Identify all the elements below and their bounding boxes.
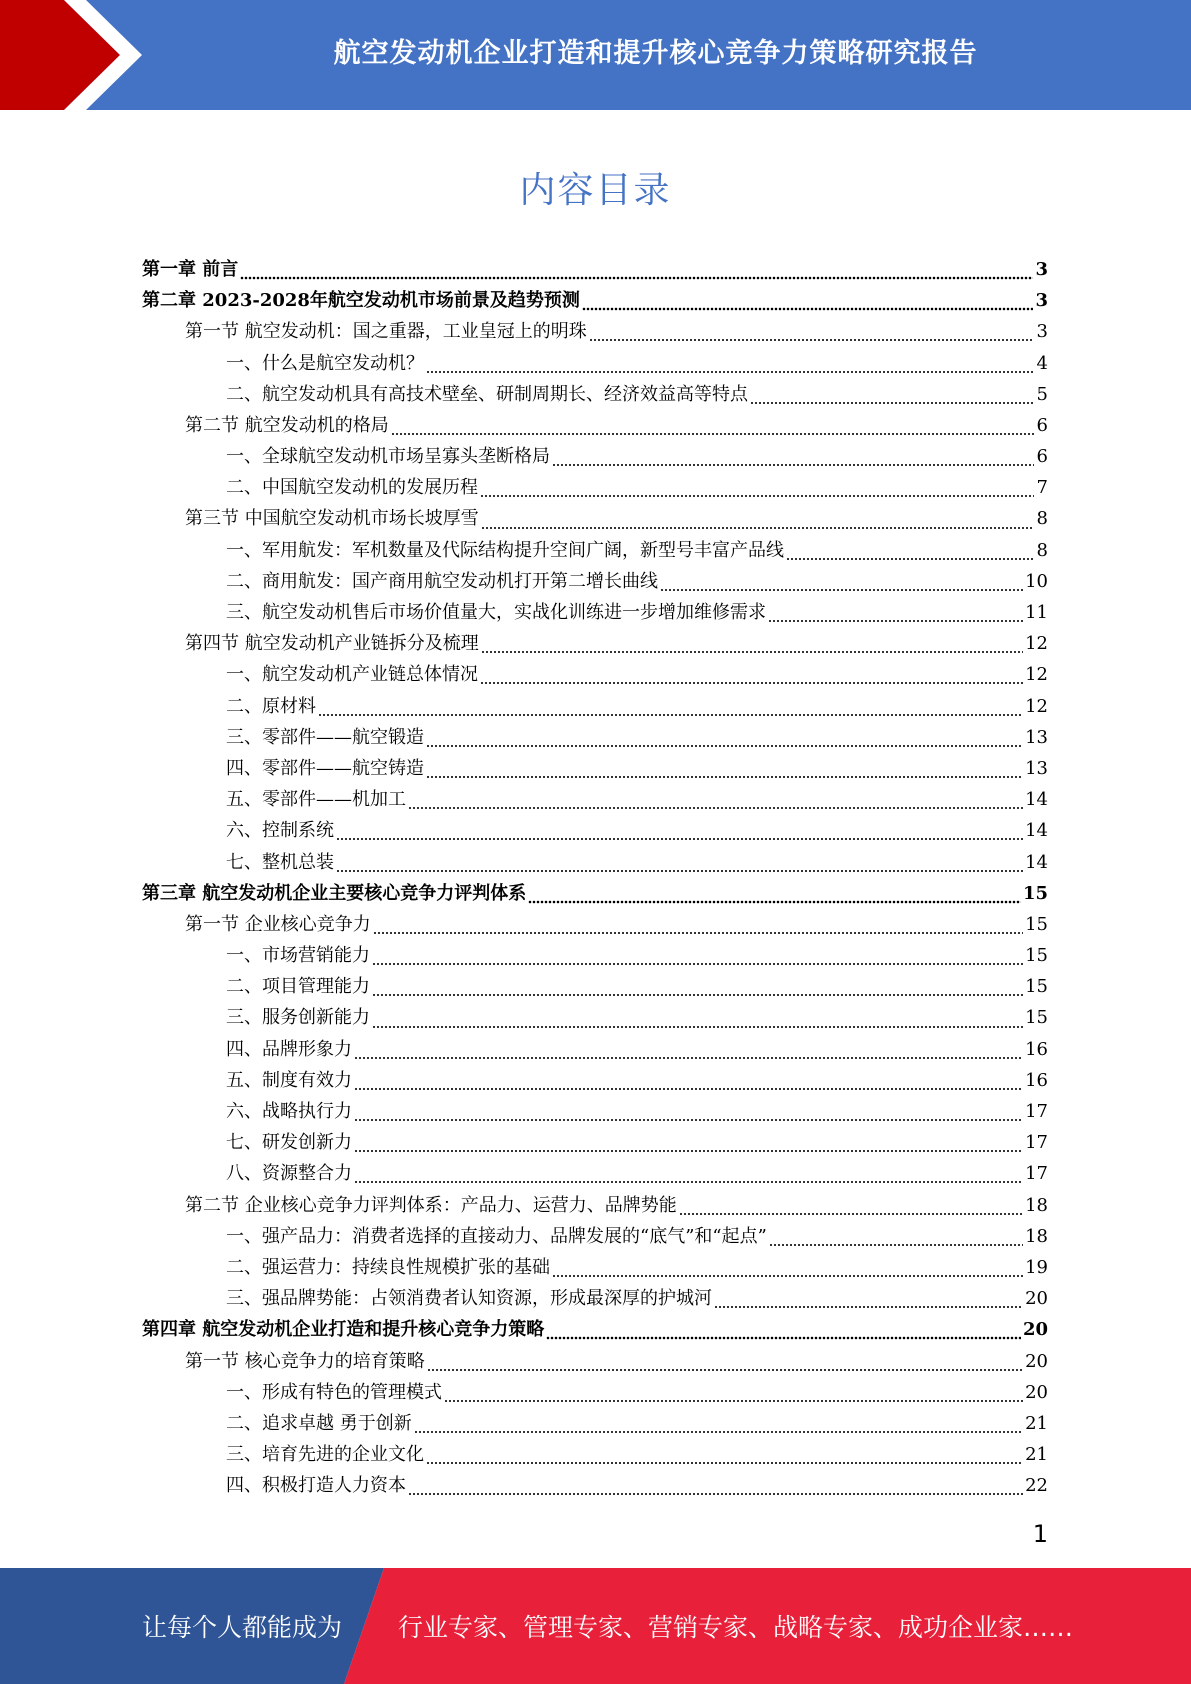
dot-leader [372, 971, 1023, 1002]
toc-entry-label: 四、品牌形象力 [226, 1038, 352, 1060]
toc-entry[interactable] [142, 628, 1048, 659]
toc-entry-label: 三、零部件——航空锻造 [226, 726, 424, 748]
dot-leader [660, 566, 1023, 597]
toc-entry-label: 第二节 企业核心竞争力评判体系：产品力、运营力、品牌势能 [185, 1194, 677, 1216]
dot-leader [679, 1190, 1023, 1221]
toc-entry[interactable] [142, 441, 1048, 472]
toc-entry-label: 二、追求卓越 勇于创新 [226, 1412, 412, 1434]
dot-leader [552, 441, 1034, 472]
dot-leader [750, 379, 1034, 410]
page-number: 1 [1032, 1520, 1048, 1548]
toc-entry-label: 二、商用航发：国产商用航空发动机打开第二增长曲线 [226, 570, 658, 592]
toc-entry-page: 5 [1036, 383, 1048, 405]
dot-leader [354, 1158, 1023, 1189]
toc-entry-label: 六、战略执行力 [226, 1101, 352, 1123]
toc-entry-label: 二、项目管理能力 [226, 976, 370, 998]
dot-leader [354, 1127, 1023, 1158]
toc-entry-label: 第二章 2023-2028年航空发动机市场前景及趋势预测 [142, 290, 580, 312]
toc-entry-page: 20 [1022, 1319, 1048, 1341]
toc-entry-label: 第二节 航空发动机的格局 [185, 414, 389, 436]
toc-entry[interactable] [142, 535, 1048, 566]
dot-leader [768, 597, 1023, 628]
toc-entry-label: 一、什么是航空发动机？ [226, 352, 424, 374]
toc-entry-label: 第一节 航空发动机：国之重器，工业皇冠上的明珠 [185, 321, 587, 343]
toc-entry-page: 16 [1025, 1069, 1048, 1091]
toc-entry-page: 12 [1025, 695, 1048, 717]
toc-entry[interactable] [142, 722, 1048, 753]
toc-entry-label: 二、中国航空发动机的发展历程 [226, 477, 478, 499]
toc-heading: 内容目录 [519, 170, 672, 211]
toc-entry[interactable] [142, 1221, 1048, 1252]
toc-entry-page: 12 [1025, 664, 1048, 686]
toc-entry-page: 14 [1025, 851, 1048, 873]
toc-entry-label: 二、航空发动机具有高技术壁垒、研制周期长、经济效益高等特点 [226, 383, 748, 405]
toc-entry-label: 一、市场营销能力 [226, 945, 370, 967]
dot-leader [240, 254, 1033, 285]
toc-entry-page: 22 [1025, 1475, 1048, 1497]
toc-entry-page: 4 [1036, 352, 1048, 374]
toc-entry-page: 15 [1025, 1007, 1048, 1029]
toc-entry-label: 第四章 航空发动机企业打造和提升核心竞争力策略 [142, 1319, 545, 1341]
toc-entry[interactable] [142, 1314, 1048, 1345]
toc-entry-label: 第四节 航空发动机产业链拆分及梳理 [185, 633, 479, 655]
toc-entry[interactable] [142, 971, 1048, 1002]
dot-leader [427, 1346, 1023, 1377]
toc-entry-page: 20 [1025, 1350, 1048, 1372]
toc-entry[interactable] [142, 348, 1048, 379]
dot-leader [481, 504, 1034, 535]
toc-entry[interactable] [142, 1346, 1048, 1377]
toc-entry-page: 8 [1036, 539, 1048, 561]
toc-entry[interactable] [142, 254, 1048, 285]
toc-entry-page: 8 [1036, 508, 1048, 530]
toc-entry-label: 二、原材料 [226, 695, 316, 717]
toc-entry-page: 3 [1036, 321, 1048, 343]
toc-entry[interactable] [142, 940, 1048, 971]
toc-entry-label: 二、强运营力：持续良性规模扩张的基础 [226, 1256, 550, 1278]
dot-leader [354, 1065, 1023, 1096]
toc-entry-label: 一、形成有特色的管理模式 [226, 1381, 442, 1403]
toc-entry-label: 三、培育先进的企业文化 [226, 1444, 424, 1466]
toc-entry[interactable] [142, 691, 1048, 722]
toc-entry-page: 17 [1025, 1163, 1048, 1185]
toc-entry[interactable] [142, 847, 1048, 878]
toc-entry-label: 四、积极打造人力资本 [226, 1475, 406, 1497]
toc-entry[interactable] [142, 410, 1048, 441]
toc-entry[interactable] [142, 753, 1048, 784]
report-title: 航空发动机企业打造和提升核心竞争力策略研究报告 [333, 37, 978, 69]
dot-leader [528, 878, 1021, 909]
toc-entry-page: 18 [1025, 1194, 1048, 1216]
toc-entry-page: 15 [1025, 976, 1048, 998]
toc-entry-label: 一、航空发动机产业链总体情况 [226, 664, 478, 686]
dot-leader [408, 784, 1023, 815]
toc-entry[interactable] [142, 1096, 1048, 1127]
toc-entry[interactable] [142, 909, 1048, 940]
toc-entry-page: 13 [1025, 726, 1048, 748]
toc-entry-page: 17 [1025, 1101, 1048, 1123]
dot-leader [354, 1096, 1023, 1127]
toc-entry[interactable] [142, 1377, 1048, 1408]
toc-entry[interactable] [142, 472, 1048, 503]
dot-leader [426, 1439, 1023, 1470]
toc-entry-page: 10 [1025, 570, 1048, 592]
toc-entry-label: 七、研发创新力 [226, 1132, 352, 1154]
toc-entry[interactable] [142, 878, 1048, 909]
toc-entry-label: 一、军用航发：军机数量及代际结构提升空间广阔，新型号丰富产品线 [226, 539, 784, 561]
dot-leader [481, 628, 1023, 659]
toc-entry[interactable] [142, 784, 1048, 815]
toc-entry-label: 六、控制系统 [226, 820, 334, 842]
toc-entry-page: 12 [1025, 633, 1048, 655]
dot-leader [786, 535, 1034, 566]
toc-entry[interactable] [142, 1127, 1048, 1158]
toc-entry-label: 第一节 核心竞争力的培育策略 [185, 1350, 425, 1372]
toc-entry-page: 11 [1025, 602, 1048, 624]
toc-entry-label: 一、强产品力：消费者选择的直接动力、品牌发展的“底气”和“起点” [226, 1225, 767, 1247]
toc-entry-label: 一、全球航空发动机市场呈寡头垄断格局 [226, 446, 550, 468]
dot-leader [408, 1470, 1023, 1501]
footer-slogan-left: 让每个人都能成为 [142, 1613, 343, 1642]
toc-entry[interactable] [142, 1252, 1048, 1283]
toc-entry-page: 6 [1036, 414, 1048, 436]
toc-entry-page: 3 [1035, 290, 1048, 312]
table-of-contents [142, 254, 1048, 1502]
toc-entry-page: 14 [1025, 820, 1048, 842]
toc-entry-label: 三、强品牌势能：占领消费者认知资源，形成最深厚的护城河 [226, 1288, 712, 1310]
dot-leader [373, 909, 1023, 940]
toc-entry[interactable] [142, 1158, 1048, 1189]
dot-leader [372, 940, 1023, 971]
dot-leader [336, 847, 1023, 878]
dot-leader [444, 1377, 1023, 1408]
toc-entry-label: 三、服务创新能力 [226, 1007, 370, 1029]
toc-entry-page: 6 [1036, 446, 1048, 468]
dot-leader [480, 472, 1034, 503]
dot-leader [582, 285, 1034, 316]
toc-entry-page: 7 [1036, 477, 1048, 499]
report-header-band [0, 0, 1191, 110]
footer-slogan-right: 行业专家、管理专家、营销专家、战略专家、成功企业家…… [398, 1613, 1074, 1642]
toc-entry-page: 15 [1022, 882, 1048, 904]
toc-entry[interactable] [142, 659, 1048, 690]
toc-entry[interactable] [142, 1283, 1048, 1314]
toc-entry-page: 21 [1025, 1444, 1048, 1466]
dot-leader [354, 1034, 1023, 1065]
toc-entry-label: 第一节 企业核心竞争力 [185, 913, 371, 935]
toc-entry-page: 13 [1025, 757, 1048, 779]
toc-entry-page: 15 [1025, 945, 1048, 967]
toc-entry-page: 19 [1025, 1256, 1048, 1278]
toc-entry[interactable] [142, 1470, 1048, 1501]
toc-entry[interactable] [142, 1190, 1048, 1221]
toc-entry-page: 15 [1025, 913, 1048, 935]
toc-entry-label: 第一章 前言 [142, 258, 239, 280]
toc-entry[interactable] [142, 504, 1048, 535]
toc-entry[interactable] [142, 566, 1048, 597]
toc-entry-label: 第三章 航空发动机企业主要核心竞争力评判体系 [142, 882, 527, 904]
dot-leader [372, 1003, 1023, 1034]
toc-entry[interactable] [142, 1439, 1048, 1470]
toc-entry-label: 八、资源整合力 [226, 1163, 352, 1185]
toc-entry-page: 16 [1025, 1038, 1048, 1060]
toc-entry[interactable] [142, 316, 1048, 347]
dot-leader [391, 410, 1034, 441]
toc-entry-label: 五、制度有效力 [226, 1069, 352, 1091]
toc-entry[interactable] [142, 1065, 1048, 1096]
toc-entry[interactable] [142, 1034, 1048, 1065]
toc-entry-page: 3 [1035, 258, 1048, 280]
toc-entry-page: 14 [1025, 789, 1048, 811]
dot-leader [426, 753, 1023, 784]
dot-leader [546, 1314, 1021, 1345]
red-chevron-icon [0, 0, 150, 110]
toc-entry-page: 20 [1025, 1381, 1048, 1403]
dot-leader [714, 1283, 1023, 1314]
dot-leader [426, 722, 1023, 753]
toc-entry[interactable] [142, 815, 1048, 846]
toc-entry-page: 20 [1025, 1288, 1048, 1310]
dot-leader [589, 316, 1034, 347]
toc-entry[interactable] [142, 379, 1048, 410]
toc-entry-label: 第三节 中国航空发动机市场长坡厚雪 [185, 508, 479, 530]
toc-entry-label: 七、整机总装 [226, 851, 334, 873]
dot-leader [480, 659, 1023, 690]
toc-entry[interactable] [142, 1003, 1048, 1034]
dot-leader [336, 815, 1023, 846]
footer-band [0, 1568, 1191, 1684]
toc-entry[interactable] [142, 285, 1048, 316]
toc-entry[interactable] [142, 1408, 1048, 1439]
toc-entry-label: 四、零部件——航空铸造 [226, 757, 424, 779]
dot-leader [552, 1252, 1023, 1283]
dot-leader [414, 1408, 1023, 1439]
toc-entry-label: 五、零部件——机加工 [226, 789, 406, 811]
toc-entry-page: 21 [1025, 1412, 1048, 1434]
dot-leader [318, 691, 1023, 722]
dot-leader [769, 1221, 1023, 1252]
toc-entry[interactable] [142, 597, 1048, 628]
dot-leader [426, 348, 1034, 379]
toc-entry-label: 三、航空发动机售后市场价值量大，实战化训练进一步增加维修需求 [226, 602, 766, 624]
toc-entry-page: 18 [1025, 1225, 1048, 1247]
toc-entry-page: 17 [1025, 1132, 1048, 1154]
